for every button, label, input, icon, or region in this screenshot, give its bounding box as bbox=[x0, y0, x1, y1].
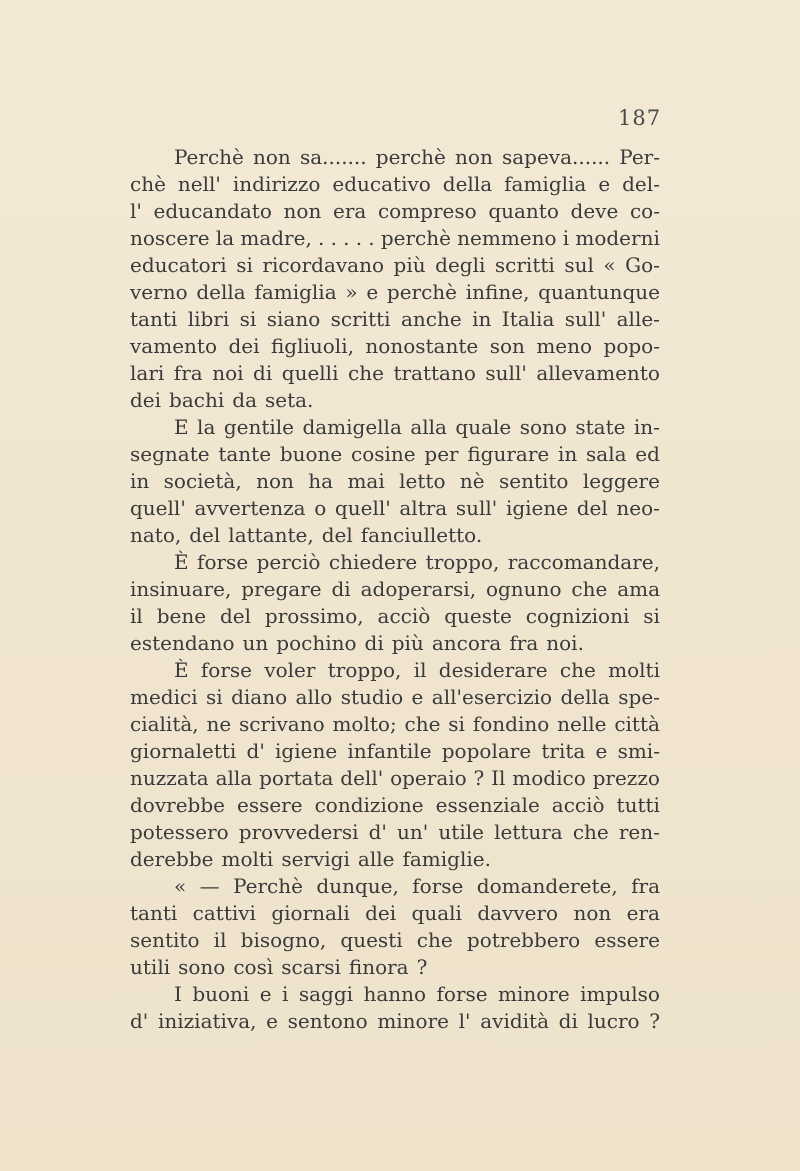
text-line: potessero provvedersi d' un' utile lettura che ren- bbox=[130, 820, 660, 844]
text-line: noscere la madre, . . . . . perchè nemmeno i moderni bbox=[130, 226, 660, 250]
text-line: dei bachi da seta. bbox=[130, 388, 314, 412]
text-line: nuzzata alla portata dell' operaio ? Il modico prezzo bbox=[130, 766, 660, 790]
text-line: verno della famiglia » e perchè infine, quantunque bbox=[130, 280, 660, 304]
text-line: il bene del prossimo, acciò queste cognizioni si bbox=[130, 604, 660, 628]
text-line: I buoni e i saggi hanno forse minore impulso bbox=[174, 982, 660, 1006]
text-line: Perchè non sa....... perchè non sapeva...... Per- bbox=[174, 145, 660, 169]
text-line: utili sono così scarsi finora ? bbox=[130, 955, 428, 979]
text-line: d' iniziativa, e sentono minore l' avidità di lucro ? bbox=[130, 1009, 660, 1033]
text-line: estendano un pochino di più ancora fra noi. bbox=[130, 631, 584, 655]
text-line: vamento dei figliuoli, nonostante son meno popo- bbox=[130, 334, 660, 358]
text-line: segnate tante buone cosine per figurare in sala ed bbox=[130, 442, 660, 466]
text-line: dovrebbe essere condizione essenziale acciò tutti bbox=[130, 793, 660, 817]
page-number: 187 bbox=[618, 106, 662, 130]
text-line: l' educandato non era compreso quanto deve co- bbox=[130, 199, 660, 223]
text-line: cialità, ne scrivano molto; che si fondino nelle città bbox=[130, 712, 660, 736]
text-line: tanti libri si siano scritti anche in Italia sull' alle- bbox=[130, 307, 660, 331]
text-line: derebbe molti servigi alle famiglie. bbox=[130, 847, 491, 871]
text-line: insinuare, pregare di adoperarsi, ognuno che ama bbox=[130, 577, 660, 601]
text-line: quell' avvertenza o quell' altra sull' igiene del neo- bbox=[130, 496, 660, 520]
text-line: tanti cattivi giornali dei quali davvero non era bbox=[130, 901, 660, 925]
text-line: E la gentile damigella alla quale sono state in- bbox=[174, 415, 660, 439]
text-line: È forse voler troppo, il desiderare che molti bbox=[174, 658, 660, 682]
text-line: educatori si ricordavano più degli scritti sul « Go- bbox=[130, 253, 660, 277]
text-line: sentito il bisogno, questi che potrebbero essere bbox=[130, 928, 660, 952]
text-line: « — Perchè dunque, forse domanderete, fra bbox=[174, 874, 660, 898]
text-line: lari fra noi di quelli che trattano sull' allevamento bbox=[130, 361, 660, 385]
text-line: medici si diano allo studio e all'esercizio della spe- bbox=[130, 685, 660, 709]
text-line: È forse perciò chiedere troppo, raccomandare, bbox=[174, 550, 660, 574]
text-line: giornaletti d' igiene infantile popolare trita e smi- bbox=[130, 739, 660, 763]
text-line: in società, non ha mai letto nè sentito leggere bbox=[130, 469, 660, 493]
body-text bbox=[130, 144, 660, 1035]
text-line: chè nell' indirizzo educativo della famiglia e del- bbox=[130, 172, 660, 196]
text-line: nato, del lattante, del fanciulletto. bbox=[130, 523, 483, 547]
